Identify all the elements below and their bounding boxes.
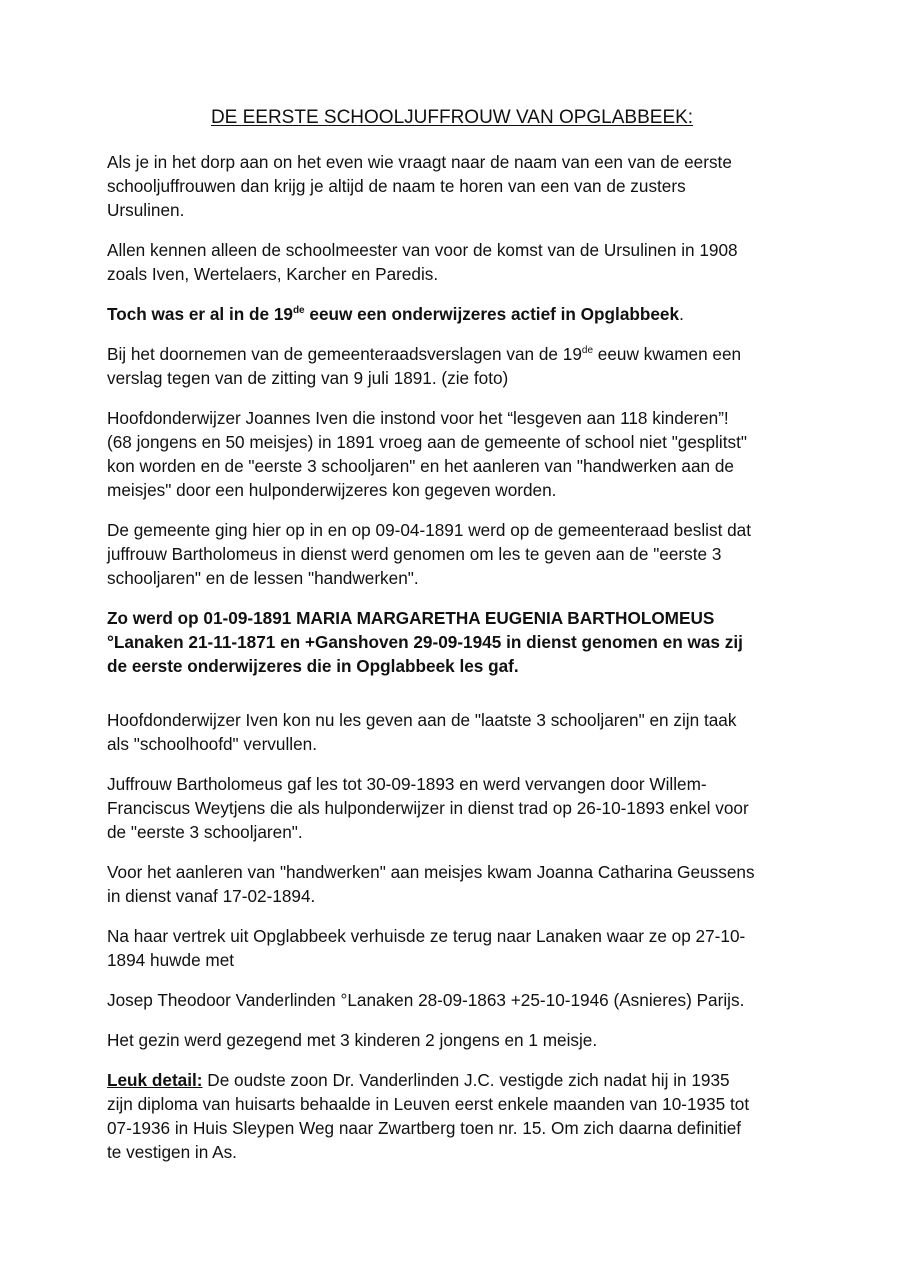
text-line: Allen kennen alleen de schoolmeester van voor de komst van de Ursulinen in 1908	[107, 240, 738, 260]
text: .	[679, 304, 684, 324]
text-line: Voor het aanleren van "handwerken" aan meisjes kwam Joanna Catharina Geussens	[107, 862, 755, 882]
text-line: Zo werd op 01-09-1891 MARIA MARGARETHA EUGENIA BARTHOLOMEUS	[107, 608, 715, 628]
bold-text: eeuw een onderwijzeres actief in Opglabbeek	[304, 304, 680, 324]
paragraph-reports	[107, 342, 807, 390]
paragraph-schoolmasters	[107, 238, 807, 286]
text-line: in dienst vanaf 17-02-1894.	[107, 886, 316, 906]
paragraph-spouse	[107, 988, 807, 1012]
text-line: de eerste onderwijzeres die in Opglabbeek les gaf.	[107, 656, 519, 676]
text-line: verslag tegen van de zitting van 9 juli 1891. (zie foto)	[107, 368, 509, 388]
text: eeuw kwamen een	[593, 344, 742, 364]
detail-label: Leuk detail:	[107, 1070, 203, 1090]
text-line: Het gezin werd gezegend met 3 kinderen 2 jongens en 1 meisje.	[107, 1030, 598, 1050]
text-line: Josep Theodoor Vanderlinden °Lanaken 28-09-1863 +25-10-1946 (Asnieres) Parijs.	[107, 990, 745, 1010]
paragraph-detail	[107, 1068, 807, 1164]
paragraph-first-teacher	[107, 606, 807, 678]
superscript: de	[581, 345, 594, 356]
paragraph-handwork	[107, 860, 807, 908]
paragraph-headmaster	[107, 708, 807, 756]
text-line: De gemeente ging hier op in en op 09-04-1891 werd op de gemeenteraad beslist dat	[107, 520, 752, 540]
text-line: 07-1936 in Huis Sleypen Weg naar Zwartberg toen nr. 15. Om zich daarna definitief	[107, 1118, 742, 1138]
paragraph-highlight	[107, 302, 807, 326]
text-line: Franciscus Weytjens die als hulponderwijzer in dienst trad op 26-10-1893 enkel voor	[107, 798, 749, 818]
paragraph-intro	[107, 150, 807, 222]
superscript: de	[292, 305, 305, 316]
text-line: de "eerste 3 schooljaren".	[107, 822, 303, 842]
paragraph-children	[107, 1028, 807, 1052]
text-line: (68 jongens en 50 meisjes) in 1891 vroeg aan de gemeente of school niet "gesplitst"	[107, 432, 747, 452]
text-line: te vestigen in As.	[107, 1142, 237, 1162]
text-line: zijn diploma van huisarts behaalde in Leuven eerst enkele maanden van 10-1935 tot	[107, 1094, 750, 1114]
text-line: Juffrouw Bartholomeus gaf les tot 30-09-1893 en werd vervangen door Willem-	[107, 774, 707, 794]
text: Bij het doornemen van de gemeenteraadsverslagen van de 19	[107, 344, 582, 364]
text-line: schooljaren" en de lessen "handwerken".	[107, 568, 419, 588]
text-line: Ursulinen.	[107, 200, 185, 220]
text-line: Als je in het dorp aan on het even wie vraagt naar de naam van een van de eerste	[107, 152, 732, 172]
text-line: meisjes" door een hulponderwijzeres kon gegeven worden.	[107, 480, 557, 500]
text-line: juffrouw Bartholomeus in dienst werd genomen om les te geven aan de "eerste 3	[107, 544, 722, 564]
text: De oudste zoon Dr. Vanderlinden J.C. vestigde zich nadat hij in 1935	[202, 1070, 730, 1090]
paragraph-council-decision	[107, 518, 807, 590]
bold-text: Toch was er al in de 19	[107, 304, 293, 324]
text-line: °Lanaken 21-11-1871 en +Ganshoven 29-09-1945 in dienst genomen en was zij	[107, 632, 743, 652]
text-line: 1894 huwde met	[107, 950, 235, 970]
text-line: schooljuffrouwen dan krijg je altijd de naam te horen van een van de zusters	[107, 176, 686, 196]
document-body	[107, 150, 807, 1180]
text-line: als "schoolhoofd" vervullen.	[107, 734, 317, 754]
paragraph-replacement	[107, 772, 807, 844]
text-line: Na haar vertrek uit Opglabbeek verhuisde ze terug naar Lanaken waar ze op 27-10-	[107, 926, 746, 946]
paragraph-iven-request	[107, 406, 807, 502]
text-line: Hoofdonderwijzer Joannes Iven die instond voor het “lesgeven aan 118 kinderen”!	[107, 408, 729, 428]
document-title: DE EERSTE SCHOOLJUFFROUW VAN OPGLABBEEK:	[210, 107, 694, 128]
text-line: zoals Iven, Wertelaers, Karcher en Paredis.	[107, 264, 439, 284]
text-line: kon worden en de "eerste 3 schooljaren" en het aanleren van "handwerken aan de	[107, 456, 734, 476]
text-line	[107, 1068, 807, 1092]
text-line	[107, 302, 807, 326]
text-line: Hoofdonderwijzer Iven kon nu les geven aan de "laatste 3 schooljaren" en zijn taak	[107, 710, 737, 730]
text-line	[107, 342, 807, 366]
paragraph-marriage	[107, 924, 807, 972]
